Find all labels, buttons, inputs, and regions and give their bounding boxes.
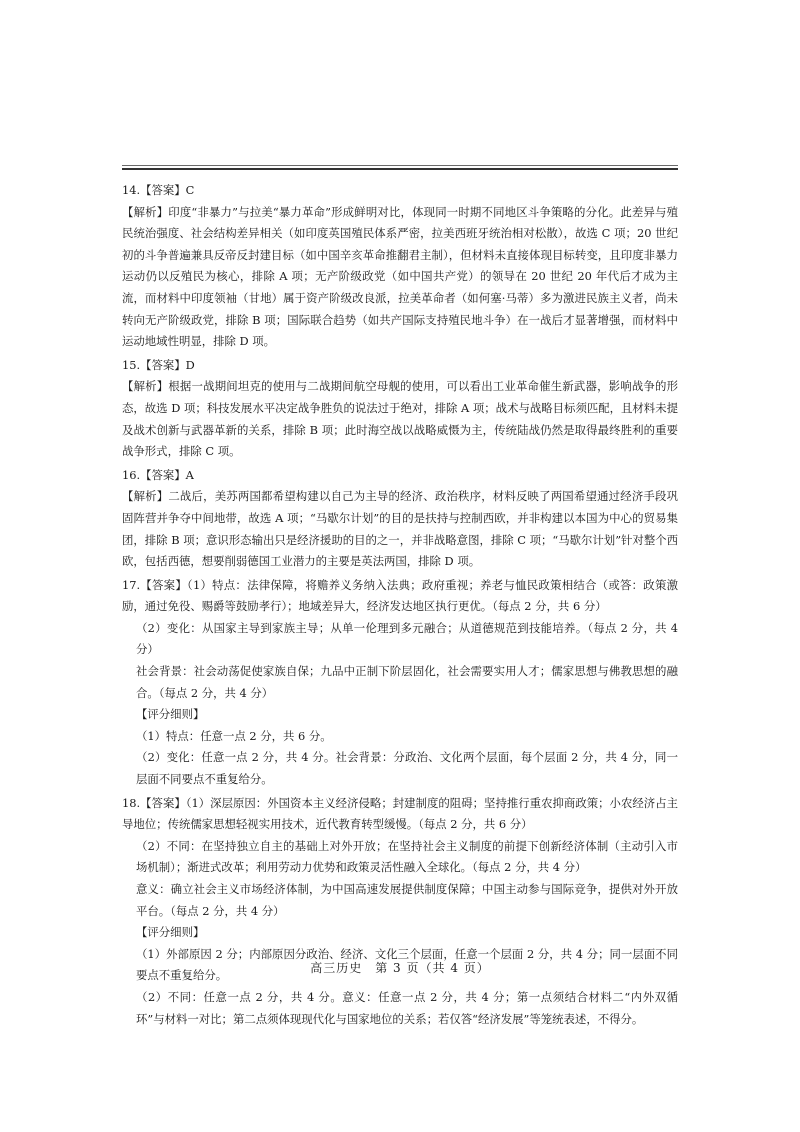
header-rule-thick <box>122 168 678 170</box>
analysis-paragraph: 【解析】根据一战期间坦克的使用与二战期间航空母舰的使用，可以看出工业革命催生新武器，影响战争的形态，故选 D 项；科技发展水平决定战争胜负的说法过于绝对，排除 A 项；战术与战略目标须匹配，且材料未提及战术创新与武器革新的关系，排除 B 项；此时海空战以战略威慑为主，传统陆战仍然是取得最终胜利的重要战争形式，排除 C 项。 <box>122 379 678 459</box>
answer-label: 15.【答案】D <box>122 357 195 372</box>
answer-paragraph: 意义：确立社会主义市场经济体制，为中国高速发展提供制度保障；中国主动参与国际竞争，提供对外开放平台。（每点 2 分，共 4 分） <box>136 882 678 918</box>
analysis-paragraph: 【解析】印度“非暴力”与拉美“暴力革命”形成鲜明对比，体现同一时期不同地区斗争策略的分化。此差异与殖民统治强度、社会结构差异相关（如印度英国殖民体系严密，拉美西班牙统治相对松散），故选 C 项；20 世纪初的斗争普遍兼具反帝反封建目标（如中国辛亥革命推翻君主制），但材料未直接体现目标转变，且印度非暴力运动仍以反殖民为核心，排除 A 项；无产阶级政党（如中国共产党）的领导在 20 世纪 20 年代后才成为主流，而材料中印度领袖（甘地）属于资产阶级改良派，拉美革命者（如何塞·马蒂）多为激进民族主义者，尚未转向无产阶级政党，排除 B 项；国际联合趋势（如共产国际支持殖民地斗争）在一战后才显著增强，而材料中运动地域性明显，排除 D 项。 <box>122 204 678 349</box>
scoring-rule: （2）不同：任意一点 2 分，共 4 分。意义：任意一点 2 分，共 4 分；第一点须结合材料二“内外双循环”与材料一对比；第二点须体现现代化与国家地位的关系；若仅答“经济发展”等笼统表述，不得分。 <box>136 989 678 1026</box>
answer-key-content <box>122 178 678 1030</box>
question-15 <box>122 355 678 463</box>
answer-paragraph: 社会背景：社会动荡促使家族自保；九品中正制下阶层固化，社会需要实用人才；儒家思想与佛教思想的融合。（每点 2 分，共 4 分） <box>136 664 678 700</box>
answer-paragraph: （2）不同：在坚持独立自主的基础上对外开放；在坚持社会主义制度的前提下创新经济体制（主动引入市场机制）；渐进式改革；利用劳动力优势和政策灵活性融入全球化。（每点 2 分，共 4 分） <box>136 838 678 875</box>
answer-label: 16.【答案】A <box>122 467 194 482</box>
scoring-rule: （2）变化：任意一点 2 分，共 4 分。社会背景：分政治、文化两个层面，每个层面 2 分，共 4 分，同一层面不同要点不重复给分。 <box>136 750 678 787</box>
answer-paragraph: （2）变化：从国家主导到家族主导；从单一伦理到多元融合；从道德规范到技能培养。（每点 2 分，共 4 分） <box>136 620 678 657</box>
question-17 <box>122 575 678 791</box>
question-16 <box>122 465 678 573</box>
header-rule-thin <box>122 165 678 166</box>
scoring-rules-heading: 【评分细则】 <box>136 925 205 940</box>
question-14 <box>122 180 678 353</box>
page-footer: 高三历史 第 3 页（共 4 页） <box>310 961 490 975</box>
analysis-paragraph: 【解析】二战后，美苏两国都希望构建以自己为主导的经济、政治秩序，材料反映了两国希望通过经济手段巩固阵营并争夺中间地带，故选 A 项；“马歇尔计划”的目的是扶持与控制西欧，并非构建以本国为中心的贸易集团，排除 B 项；意识形态输出只是经济援助的目的之一，并非战略意图，排除 C 项；“马歇尔计划”针对整个西欧，包括西德，想要削弱德国工业潜力的主要是英法两国，排除 D 项。 <box>122 489 678 569</box>
answer-label: 18.【答案】（1）深层原因：外国资本主义经济侵略；封建制度的阻碍；坚持推行重农抑商政策；小农经济占主导地位；传统儒家思想轻视实用技术，近代教育转型缓慢。（每点 2 分，共 6 分） <box>122 795 678 832</box>
question-18 <box>122 793 678 1031</box>
scoring-rules-heading: 【评分细则】 <box>136 707 205 722</box>
scoring-rule: （1）外部原因 2 分；内部原因分政治、经济、文化三个层面，任意一个层面 2 分，共 4 分；同一层面不同要点不重复给分。 <box>136 946 678 983</box>
answer-label: 17.【答案】（1）特点：法律保障，将赡养义务纳入法典；政府重视；养老与恤民政策相结合（或答：政策激励，通过免役、赐爵等鼓励孝行）；地域差异大，经济发达地区执行更优。（每点 2 分，共 6 分） <box>122 577 678 614</box>
scoring-rule: （1）特点：任意一点 2 分，共 6 分。 <box>136 728 332 743</box>
answer-label: 14.【答案】C <box>122 183 195 197</box>
